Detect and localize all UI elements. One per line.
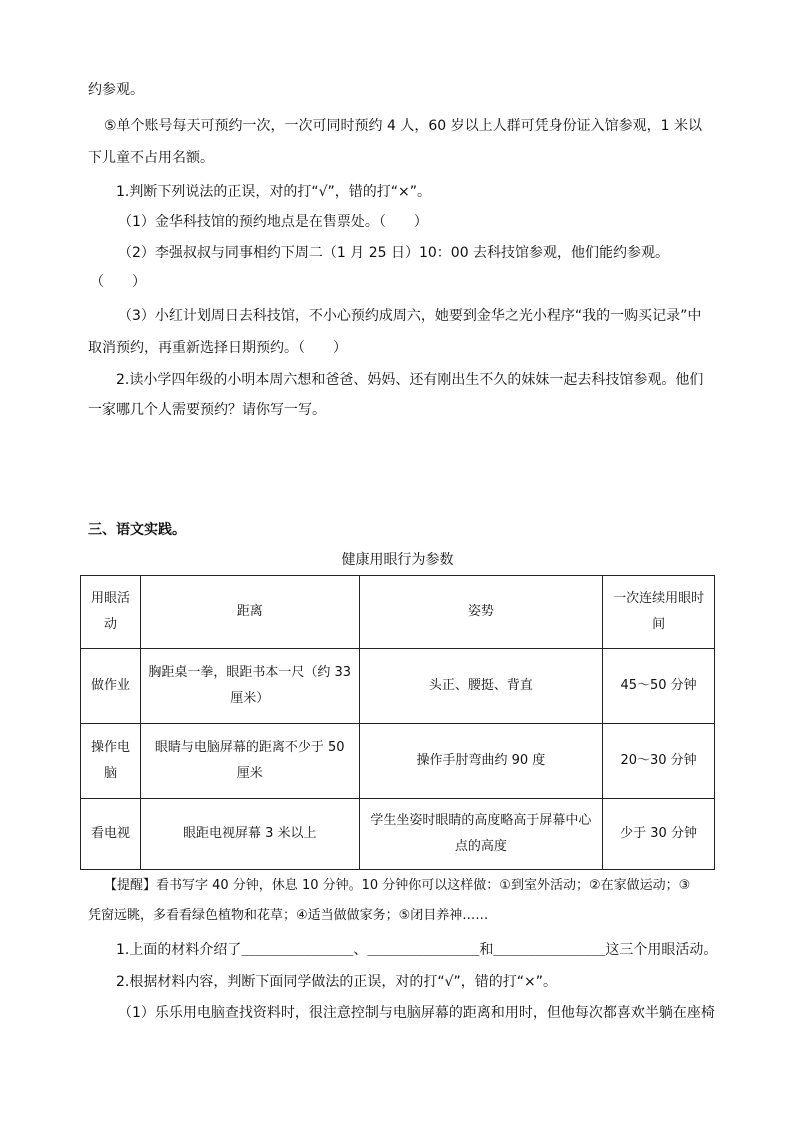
table-cell: 眼睛与电脑屏幕的距离不少于 50 厘米	[140, 724, 359, 799]
table-cell: 少于 30 分钟	[603, 799, 715, 870]
question-1-item-3: （3）小红计划周日去科技馆，不小心预约成周六，她要到金华之光小程序“我的一购买记录”中	[118, 308, 702, 324]
table-header-row	[81, 576, 715, 649]
answer-bracket: （ ）	[90, 274, 146, 290]
tip-line-cont: 凭窗远眺，多看看绿色植物和花草；④适当做做家务；⑤闭目养神……	[88, 908, 489, 923]
rule-5-line: ⑤单个账号每天可预约一次，一次可同时预约 4 人，60 岁以上人群可凭身份证入馆参观，1 米以	[104, 118, 702, 134]
section-heading: 三、语文实践。	[88, 522, 186, 538]
table-cell: 学生坐姿时眼睛的高度略高于屏幕中心点的高度	[359, 799, 603, 870]
section3-question-1: 1.上面的材料介绍了＿＿＿＿＿＿＿＿、＿＿＿＿＿＿＿＿和＿＿＿＿＿＿＿＿这三个用眼活动。	[116, 942, 718, 958]
tip-line: 【提醒】看书写字 40 分钟，休息 10 分钟。10 分钟你可以这样做：①到室外活动；②在家做运动；③	[104, 878, 691, 893]
table-cell: 做作业	[81, 649, 141, 724]
table-cell: 操作电脑	[81, 724, 141, 799]
table-cell: 45～50 分钟	[603, 649, 715, 724]
table-cell: 胸距桌一拳，眼距书本一尺（约 33 厘米）	[140, 649, 359, 724]
table-title: 健康用眼行为参数	[341, 552, 454, 568]
table-cell: 20～30 分钟	[603, 724, 715, 799]
question-1-item-3-cont: 取消预约，再重新选择日期预约。（ ）	[88, 340, 347, 356]
section3-question-2-item-1: （1）乐乐用电脑查找资料时，很注意控制与电脑屏幕的距离和用时，但他每次都喜欢半躺在座椅	[118, 1005, 715, 1021]
question-1-item-1: （1）金华科技馆的预约地点是在售票处。（ ）	[118, 214, 428, 230]
question-1-item-2: （2）李强叔叔与同事相约下周二（1 月 25 日）10：00 去科技馆参观，他们能约参观。	[118, 245, 670, 261]
table-cell: 看电视	[81, 799, 141, 870]
table-cell: 操作手肘弯曲约 90 度	[359, 724, 603, 799]
table-row	[81, 649, 715, 724]
table-cell: 头正、腰挺、背直	[359, 649, 603, 724]
header-cell: 一次连续用眼时间	[603, 576, 715, 649]
rule-5-line-cont: 下儿童不占用名额。	[88, 150, 214, 166]
text-line: 约参观。	[88, 82, 144, 98]
table-cell: 眼距电视屏幕 3 米以上	[140, 799, 359, 870]
question-2: 2.读小学四年级的小明本周六想和爸爸、妈妈、还有刚出生不久的妹妹一起去科技馆参观。他们	[116, 372, 704, 388]
header-cell: 用眼活动	[81, 576, 141, 649]
question-1-title: 1.判断下列说法的正误，对的打“√”，错的打“×”。	[116, 184, 432, 200]
header-cell: 距离	[140, 576, 359, 649]
section3-question-2: 2.根据材料内容，判断下面同学做法的正误，对的打“√”，错的打“×”。	[116, 974, 558, 990]
table-row	[81, 724, 715, 799]
eye-use-table	[80, 575, 715, 870]
table-row	[81, 799, 715, 870]
question-2-cont: 一家哪几个人需要预约？请你写一写。	[88, 402, 326, 418]
header-cell: 姿势	[359, 576, 603, 649]
